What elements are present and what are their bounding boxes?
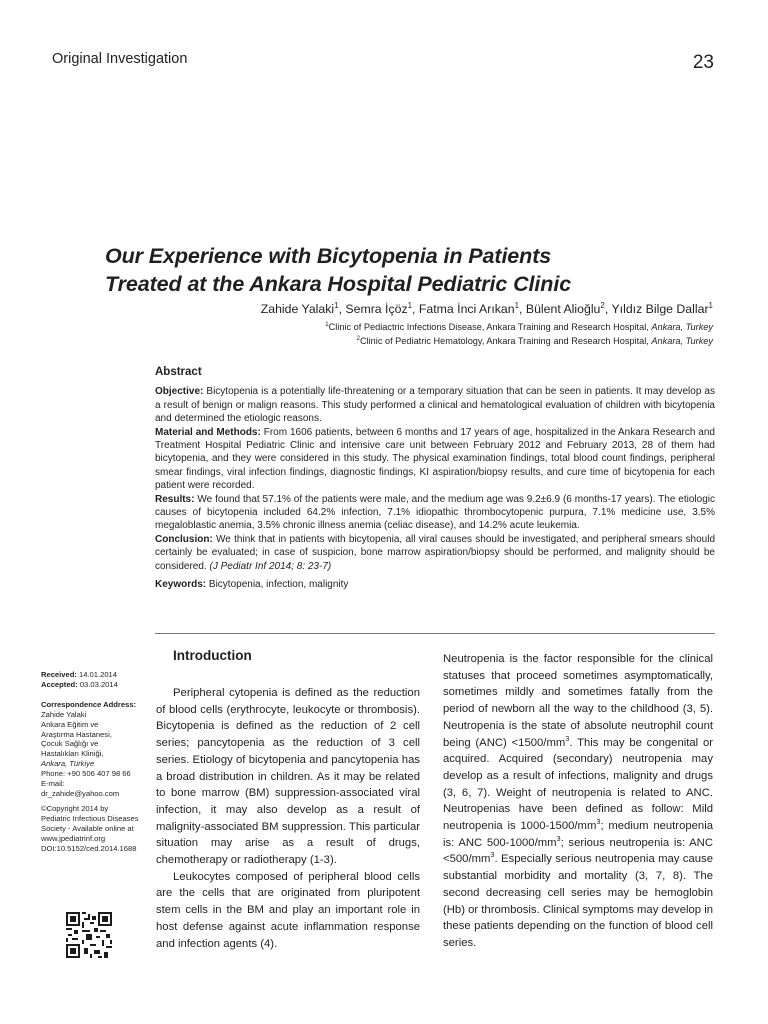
author: Bülent Alioğlu$^2$ (525, 300, 605, 316)
address-city: Ankara, Türkiye (41, 759, 95, 769)
author: Zahide Yalaki$^1$ (260, 300, 339, 316)
author: Yıldız Bilge Dallar$^1$ (611, 300, 713, 316)
qr-code-icon (66, 912, 112, 958)
abstract-results: Results: We found that 57.1% of the patients were male, and the medium age was 9.2±6.9 (6 months-17 years). The etiologic causes of bicytopenia included 64.2% infection, 7.1% idiopathic thrombocytopenic purpura, 7.1% medicine use, 3.5% megaloblastic anemia, 3.5% chronic illness anemia (celiac disease), and 14.2% acute leukemia. (155, 493, 715, 532)
body-column-left (156, 685, 420, 952)
title-line: Treated at the Ankara Hospital Pediatric Clinic (105, 272, 572, 296)
address-line: Ankara Eğitim ve (41, 719, 99, 729)
phone: Phone: +90 506 407 98 66 (41, 769, 131, 779)
email-link[interactable]: dr_zahide@yahoo.com (41, 788, 120, 798)
accepted-date: Accepted: 03.03.2014 (41, 679, 118, 689)
address-line: Araştırma Hastanesi, (41, 729, 112, 739)
body-paragraph: Neutropenia is the factor responsible for the clinical statuses that proceed sometimes asymptomatically, sometimes mildly and sometimes fatally from the period of newborn all the way to the childhood (3, 5). Neutropenia is the state of absolute neutrophil count being $(ANC) <1500/mm^3$. This may be congenital or acquired. Acquired (secondary) neutropenia may develop as a result of infections, malignity and drugs (3, 6, 7). Weight of neutropenia is related to ANC. Neutropenias have been defined as follow: Mild neutropenia is $1000-1500/mm^3$; medium neutropenia is: ANC $500-1000/mm^3$; serious neutropenia is: ANC $<500/mm^3$. Especially serious neutropenia may cause substantial morbidity and mortality (3, 7, 8). The second decreasing cell series may be hemoglobin (Hb) or thrombosis. Clinical symptoms may develop in these patients depending on the function of blood cell series. (443, 653, 713, 949)
body-paragraph: Leukocytes composed of peripheral blood cells are the cells that are originated from pluripotent stem cells in the BM and play an important role in host defense against acute inflammation response and infection agents (4). (156, 870, 420, 950)
received-date: Received: 14.01.2014 (41, 670, 118, 679)
email-label: E-mail: (41, 779, 65, 789)
section-label: Original Investigation (52, 51, 188, 67)
copyright: Pediatric Infectious Diseases (41, 813, 139, 823)
article-title (105, 242, 725, 298)
correspondence-label: Correspondence Address: (41, 699, 137, 709)
copyright: ©Copyright 2014 by (41, 803, 109, 813)
abstract (155, 366, 715, 592)
body-column-right (443, 651, 713, 952)
journal-url[interactable]: www.jpediatrinf.org (41, 833, 106, 843)
address-line: Hastalıkları Kliniği, (41, 749, 104, 759)
address-line: Çocuk Sağlığı ve (41, 739, 99, 749)
copyright: Society - Available online at (41, 823, 134, 833)
abstract-heading: Abstract (155, 366, 202, 378)
introduction-heading: Introduction (173, 648, 252, 663)
abstract-methods: Material and Methods: From 1606 patients, between 6 months and 17 years of age, hospitalized in the Ankara Research and Treatment Hospital Pediatric Clinic and intensive care unit between February 2012 and February 2013, 28 of them had bicytopenia, and they were considered in this study. The physical examination findings, total blood count findings, peripheral smear findings, viral infection findings, diagnostic findings, KI aspiration/biopsy results, and cure time of bicytopenia for each patient were recorded. (155, 426, 715, 492)
author: Fatma İnci Arıkan$^1$ (418, 300, 520, 316)
article-info-sidebar (41, 670, 145, 853)
author-list: Zahide Yalaki$^1$, Semra İçöz$^1$, Fatma İnci Arıkan$^1$, Bülent Alioğlu$^2$, Yıldız Bilge Dallar$^1$ (260, 300, 713, 316)
abstract-conclusion: Conclusion: We think that in patients with bicytopenia, all viral causes should be investigated, and peripheral smears should certainly be evaluated; in case of suspicion, bone marrow aspiration/biopsy should be performed, and malignity should be considered. (J Pediatr Inf 2014; 8: 23-7) (155, 533, 715, 572)
keywords: Keywords: Bicytopenia, infection, malignity (155, 579, 349, 591)
doi: DOI:10.5152/ced.2014.1688 (41, 843, 137, 853)
affiliation: $^1$Clinic of Pediactric Infections Disease, Ankara Training and Research Hospital, Ankara, Turkey (325, 321, 713, 332)
body-paragraph: Peripheral cytopenia is defined as the reduction of blood cells (erythrocyte, leukocyte or thrombosis). Bicytopenia is defined as the reduction of 2 cell series; pancytopenia as the reduction of 3 cell series. Etiology of bicytopenia and pancytopenia has a broad distribution in children. As it may be related to bone marrow (BM) suppression-associated viral infection, it may also develop as a result of malignity-associated BM suppression. This particular situation may arise as a result of drugs, chemotherapy or radiotherapy (1-3). (156, 687, 420, 867)
correspondence-name: Zahide Yalaki (41, 709, 87, 719)
affiliation: $^2$Clinic of Pediatric Hematology, Ankara Training and Research Hospital, Ankara, Turkey (356, 335, 713, 346)
divider (155, 633, 715, 634)
title-line: Our Experience with Bicytopenia in Patients (105, 244, 552, 268)
abstract-objective: Objective: Bicytopenia is a potentially life-threatening or a temporary situation that can be seen in patients. It may develop as a result of benign or malign reasons. This study performed a clinical and hematological evaluation of children with bicytopenia and determined the etiologic reasons. (155, 386, 715, 425)
page-number: 23 (692, 52, 714, 73)
author: Semra İçöz$^1$ (345, 300, 413, 316)
